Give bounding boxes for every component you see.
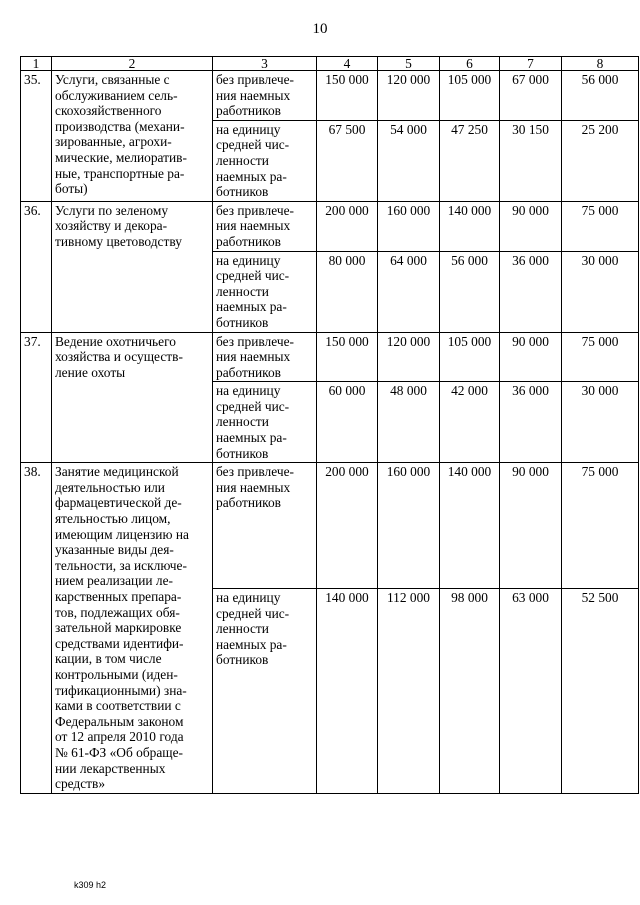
value-cell: 63 000 (500, 589, 562, 794)
value-cell: 48 000 (378, 382, 440, 463)
condition-line: наемных ра- (216, 299, 287, 315)
condition-line: средней чис- (216, 605, 290, 621)
service-name (52, 201, 213, 332)
column-header: 3 (213, 57, 317, 71)
value-cell: 120 000 (378, 71, 440, 121)
column-header: 2 (52, 57, 213, 71)
service-name-line: ятельностью лицом, (55, 511, 171, 527)
service-name (52, 332, 213, 463)
condition-line: ленности (216, 414, 269, 430)
service-name-line: тивному цветоводству (55, 233, 182, 249)
value-cell: 52 500 (562, 589, 639, 794)
service-name-line: хозяйства и осуществ- (55, 349, 183, 365)
condition-cell (213, 201, 317, 251)
service-name-line: контрольными (иден- (55, 666, 178, 682)
condition-line: работников (216, 233, 281, 249)
condition-line: без привлече- (216, 72, 294, 87)
service-name-line: кации, в том числе (55, 651, 162, 667)
condition-line: средней чис- (216, 137, 290, 153)
service-name-line: имеющим лицензию на (55, 526, 189, 542)
value-cell: 47 250 (440, 120, 500, 201)
table-row (21, 71, 639, 121)
condition-line: ленности (216, 152, 269, 168)
service-name-line: фармацевтической де- (55, 495, 182, 511)
service-name-line: Ведение охотничьего (55, 333, 176, 349)
service-name-line: производства (механи- (55, 118, 185, 134)
row-number: 37. (21, 332, 52, 463)
condition-line: ботников (216, 184, 269, 200)
value-cell: 60 000 (317, 382, 378, 463)
value-cell: 160 000 (378, 463, 440, 589)
condition-cell (213, 120, 317, 201)
value-cell: 200 000 (317, 463, 378, 589)
condition-line: наемных ра- (216, 636, 287, 652)
condition-line: на единицу (216, 121, 281, 137)
condition-line: ния наемных (216, 218, 291, 234)
table-row (21, 332, 639, 382)
service-name-line: зированные, агрохи- (55, 134, 172, 150)
service-name-line: ками в соответствии с (55, 698, 181, 714)
value-cell: 30 000 (562, 382, 639, 463)
service-name-line: средств» (55, 776, 106, 792)
service-name-line: обслуживанием сель- (55, 87, 178, 103)
service-name-line: нием реализации ле- (55, 573, 173, 589)
value-cell: 56 000 (440, 251, 500, 332)
condition-line: средней чис- (216, 268, 290, 284)
condition-line: ния наемных (216, 87, 291, 103)
column-header: 4 (317, 57, 378, 71)
condition-line: на единицу (216, 252, 281, 268)
value-cell: 75 000 (562, 463, 639, 589)
column-header: 5 (378, 57, 440, 71)
value-cell: 75 000 (562, 332, 639, 382)
row-number: 38. (21, 463, 52, 793)
service-name-line: Услуги по зеленому (55, 202, 169, 218)
value-cell: 90 000 (500, 463, 562, 589)
service-name-line: тов, подлежащих обя- (55, 604, 180, 620)
value-cell: 105 000 (440, 71, 500, 121)
value-cell: 56 000 (562, 71, 639, 121)
service-name-line: тельности, за исключе- (55, 557, 187, 573)
value-cell: 160 000 (378, 201, 440, 251)
column-header: 8 (562, 57, 639, 71)
condition-line: ния наемных (216, 349, 291, 365)
service-name-line: средствами идентифи- (55, 635, 184, 651)
value-cell: 140 000 (317, 589, 378, 794)
service-name-line: Услуги, связанные с (55, 72, 170, 87)
condition-cell (213, 251, 317, 332)
condition-line: средней чис- (216, 398, 290, 414)
condition-line: наемных ра- (216, 430, 287, 446)
column-header: 1 (21, 57, 52, 71)
value-cell: 98 000 (440, 589, 500, 794)
value-cell: 64 000 (378, 251, 440, 332)
condition-line: ботников (216, 652, 269, 668)
condition-line: без привлече- (216, 202, 294, 218)
condition-cell (213, 463, 317, 589)
condition-cell (213, 332, 317, 382)
service-name-line: тификационными) зна- (55, 682, 187, 698)
condition-cell (213, 382, 317, 463)
condition-line: ленности (216, 283, 269, 299)
service-name-line: ные, транспортные ра- (55, 165, 185, 181)
service-name-line: боты) (55, 181, 88, 197)
service-name (52, 463, 213, 793)
condition-line: на единицу (216, 383, 281, 399)
value-cell: 150 000 (317, 332, 378, 382)
column-header: 7 (500, 57, 562, 71)
service-name-line: карственных препара- (55, 589, 182, 604)
condition-cell (213, 71, 317, 121)
value-cell: 120 000 (378, 332, 440, 382)
value-cell: 54 000 (378, 120, 440, 201)
table-row (21, 201, 639, 251)
value-cell: 140 000 (440, 201, 500, 251)
condition-line: наемных ра- (216, 168, 287, 184)
condition-line: ния наемных (216, 479, 291, 495)
value-cell: 36 000 (500, 382, 562, 463)
service-name-line: от 12 апреля 2010 года (55, 729, 184, 745)
service-name-line: нии лекарственных (55, 760, 166, 776)
condition-line: ботников (216, 445, 269, 461)
condition-line: ботников (216, 314, 269, 330)
value-cell: 80 000 (317, 251, 378, 332)
page-number: 10 (312, 21, 328, 37)
service-name-line: скохозяйственного (55, 103, 162, 119)
value-cell: 30 000 (562, 251, 639, 332)
service-name-line: ление охоты (55, 364, 126, 380)
value-cell: 90 000 (500, 201, 562, 251)
table-body (21, 57, 639, 794)
value-cell: 30 150 (500, 120, 562, 201)
value-cell: 90 000 (500, 332, 562, 382)
service-name-line: Занятие медицинской (55, 464, 179, 480)
footer-code: k309 h2 (74, 880, 107, 890)
value-cell: 36 000 (500, 251, 562, 332)
service-name-line: зательной маркировке (55, 620, 182, 636)
condition-line: работников (216, 364, 281, 380)
row-number: 36. (21, 201, 52, 332)
value-cell: 67 000 (500, 71, 562, 121)
value-cell: 150 000 (317, 71, 378, 121)
condition-line: на единицу (216, 590, 281, 606)
tariff-table (20, 56, 639, 794)
service-name-line: мические, мелиоратив- (55, 149, 187, 165)
service-name (52, 71, 213, 202)
service-name-line: указанные виды дея- (55, 542, 174, 558)
service-name-line: № 61-ФЗ «Об обраще- (55, 744, 183, 760)
value-cell: 200 000 (317, 201, 378, 251)
service-name-line: деятельностью или (55, 479, 165, 495)
value-cell: 105 000 (440, 332, 500, 382)
service-name-line: хозяйству и декора- (55, 218, 168, 234)
condition-line: работников (216, 495, 281, 511)
condition-line: работников (216, 103, 281, 119)
value-cell: 67 500 (317, 120, 378, 201)
value-cell: 140 000 (440, 463, 500, 589)
condition-cell (213, 589, 317, 794)
condition-line: без привлече- (216, 464, 294, 480)
value-cell: 25 200 (562, 120, 639, 201)
column-header: 6 (440, 57, 500, 71)
header-row (21, 57, 639, 71)
value-cell: 112 000 (378, 589, 440, 794)
value-cell: 75 000 (562, 201, 639, 251)
value-cell: 42 000 (440, 382, 500, 463)
service-name-line: Федеральным законом (55, 713, 184, 729)
condition-line: без привлече- (216, 333, 294, 349)
condition-line: ленности (216, 621, 269, 637)
table-row (21, 463, 639, 589)
row-number: 35. (21, 71, 52, 202)
